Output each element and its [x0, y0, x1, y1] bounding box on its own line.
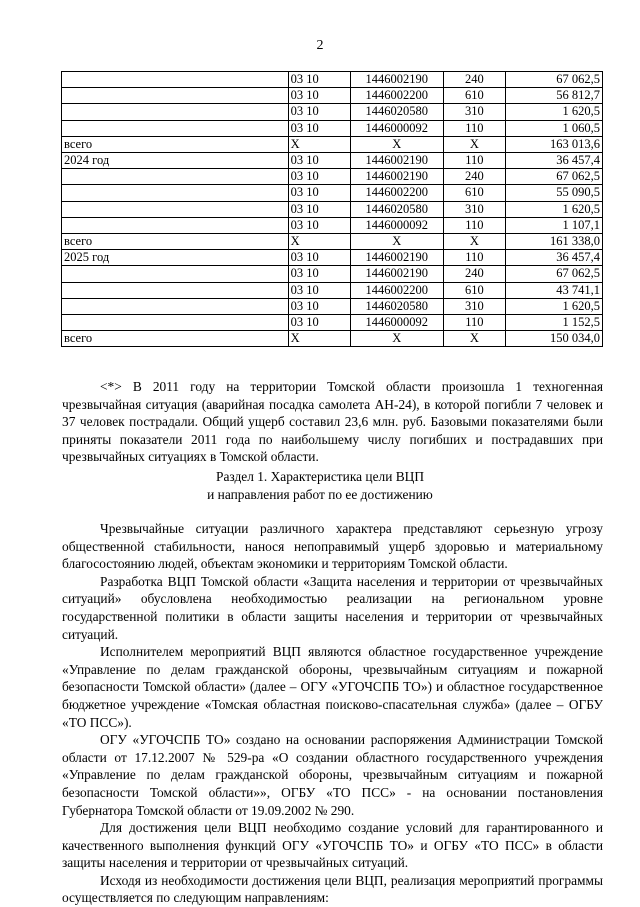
cell-amount: 1 060,5	[506, 120, 603, 136]
cell-expense-type: X	[443, 136, 505, 152]
cell-target-article: 1446020580	[350, 104, 443, 120]
cell-label: 2024 год	[62, 153, 289, 169]
cell-expense-type: 610	[443, 282, 505, 298]
cell-amount: 67 062,5	[506, 72, 603, 88]
cell-amount: 1 620,5	[506, 298, 603, 314]
paragraph-5: Для достижения цели ВЦП необходимо создание условий для гарантированного и качественного выполнения функций ОГУ «УГОЧСПБ ТО» и ОГБУ «ТО ПСС» в области защиты населения и территории от чрезвычайных ситуаций.	[62, 820, 603, 871]
cell-expense-type: 310	[443, 298, 505, 314]
cell-target-article: 1446002190	[350, 250, 443, 266]
section-title-line-1: Раздел 1. Характеристика цели ВЦП	[216, 469, 424, 484]
cell-label	[62, 169, 289, 185]
table-row	[62, 185, 603, 201]
cell-section-code: 03 10	[288, 88, 350, 104]
table-row	[62, 298, 603, 314]
cell-label	[62, 282, 289, 298]
cell-section-code: 03 10	[288, 72, 350, 88]
cell-section-code: X	[288, 331, 350, 347]
cell-section-code: 03 10	[288, 120, 350, 136]
cell-label: всего	[62, 331, 289, 347]
section-title-line-2: и направления работ по ее достижению	[207, 486, 433, 502]
cell-amount: 161 338,0	[506, 234, 603, 250]
cell-expense-type: 110	[443, 315, 505, 331]
cell-target-article: 1446000092	[350, 315, 443, 331]
footnote	[62, 378, 603, 466]
cell-section-code: 03 10	[288, 185, 350, 201]
cell-label: всего	[62, 234, 289, 250]
cell-label	[62, 266, 289, 282]
cell-expense-type: 240	[443, 266, 505, 282]
cell-label	[62, 315, 289, 331]
footnote-text: <*> В 2011 году на территории Томской области произошла 1 техногенная чрезвычайная ситуация (аварийная посадка самолета АН-24), в которой погибли 7 человек и 37 человек пострадали. Общий ущерб составил 23,6 млн. руб. Базовыми показателями были приняты показатели 2011 года по наибольшему числу погибших и пострадавших при чрезвычайных ситуациях в Томской области.	[62, 379, 603, 465]
cell-amount: 56 812,7	[506, 88, 603, 104]
cell-amount: 67 062,5	[506, 266, 603, 282]
cell-section-code: 03 10	[288, 217, 350, 233]
cell-expense-type: X	[443, 331, 505, 347]
body-text	[62, 520, 603, 907]
table-row	[62, 234, 603, 250]
cell-label	[62, 298, 289, 314]
table-row	[62, 136, 603, 152]
cell-amount: 55 090,5	[506, 185, 603, 201]
section-title	[0, 468, 640, 503]
cell-target-article: X	[350, 234, 443, 250]
cell-section-code: 03 10	[288, 104, 350, 120]
cell-label	[62, 185, 289, 201]
table-row	[62, 153, 603, 169]
cell-expense-type: 310	[443, 201, 505, 217]
cell-expense-type: 110	[443, 120, 505, 136]
cell-target-article: 1446002200	[350, 88, 443, 104]
cell-amount: 36 457,4	[506, 250, 603, 266]
cell-amount: 163 013,6	[506, 136, 603, 152]
cell-label: 2025 год	[62, 250, 289, 266]
cell-target-article: 1446002190	[350, 153, 443, 169]
table-row	[62, 72, 603, 88]
cell-expense-type: 110	[443, 250, 505, 266]
cell-expense-type: 240	[443, 169, 505, 185]
cell-amount: 150 034,0	[506, 331, 603, 347]
table-row	[62, 169, 603, 185]
cell-label	[62, 104, 289, 120]
cell-target-article: 1446002200	[350, 185, 443, 201]
cell-amount: 67 062,5	[506, 169, 603, 185]
cell-amount: 36 457,4	[506, 153, 603, 169]
cell-target-article: 1446002190	[350, 169, 443, 185]
cell-expense-type: X	[443, 234, 505, 250]
cell-label	[62, 120, 289, 136]
cell-section-code: 03 10	[288, 266, 350, 282]
cell-section-code: 03 10	[288, 298, 350, 314]
cell-expense-type: 110	[443, 217, 505, 233]
table-row	[62, 201, 603, 217]
cell-amount: 1 620,5	[506, 104, 603, 120]
cell-section-code: 03 10	[288, 201, 350, 217]
cell-label: всего	[62, 136, 289, 152]
table-row	[62, 217, 603, 233]
cell-target-article: X	[350, 136, 443, 152]
cell-section-code: X	[288, 136, 350, 152]
cell-target-article: X	[350, 331, 443, 347]
table-row	[62, 88, 603, 104]
budget-table-body	[62, 72, 603, 347]
page-number: 2	[316, 38, 324, 53]
table-row	[62, 266, 603, 282]
paragraph-2: Разработка ВЦП Томской области «Защита населения и территории от чрезвычайных ситуаций» обусловлена необходимостью реализации на региональном уровне государственной политики в области защиты населения и территории от чрезвычайных ситуаций.	[62, 573, 603, 642]
cell-target-article: 1446020580	[350, 201, 443, 217]
cell-expense-type: 610	[443, 185, 505, 201]
cell-label	[62, 201, 289, 217]
budget-table	[61, 71, 603, 347]
paragraph-3: Исполнителем мероприятий ВЦП являются областное государственное учреждение «Управление по делам гражданской обороны, чрезвычайным ситуациям и пожарной безопасности Томской области» (далее – ОГУ «УГОЧСПБ ТО») и областное государственное бюджетное учреждение «Томская областная поисково-спасательная служба» (далее – ОГБУ «ТО ПСС»).	[62, 644, 603, 730]
cell-label	[62, 72, 289, 88]
cell-amount: 1 152,5	[506, 315, 603, 331]
cell-amount: 1 620,5	[506, 201, 603, 217]
cell-amount: 43 741,1	[506, 282, 603, 298]
cell-section-code: X	[288, 234, 350, 250]
paragraph-1: Чрезвычайные ситуации различного характера представляют серьезную угрозу общественной стабильности, нанося непоправимый ущерб здоровью и материальному благосостоянию людей, объектам экономики и территориям Томской области.	[62, 521, 603, 572]
cell-expense-type: 310	[443, 104, 505, 120]
paragraph-4: ОГУ «УГОЧСПБ ТО» создано на основании распоряжения Администрации Томской области от 17.12.2007 № 529-ра «О создании областного государственного учреждения «Управление по делам гражданской обороны, чрезвычайным ситуациям и пожарной безопасности Томской области»», ОГБУ «ТО ПСС» - на основании постановления Губернатора Томской области от 19.09.2002 № 290.	[62, 732, 603, 818]
cell-target-article: 1446002190	[350, 72, 443, 88]
cell-expense-type: 110	[443, 153, 505, 169]
table-row	[62, 331, 603, 347]
paragraph-6: Исходя из необходимости достижения цели ВЦП, реализация мероприятий программы осуществляется по следующим направлениям:	[62, 872, 603, 906]
cell-expense-type: 240	[443, 72, 505, 88]
cell-section-code: 03 10	[288, 169, 350, 185]
table-row	[62, 282, 603, 298]
cell-target-article: 1446002200	[350, 282, 443, 298]
cell-target-article: 1446000092	[350, 120, 443, 136]
cell-label	[62, 217, 289, 233]
cell-target-article: 1446000092	[350, 217, 443, 233]
cell-section-code: 03 10	[288, 153, 350, 169]
cell-section-code: 03 10	[288, 315, 350, 331]
cell-target-article: 1446020580	[350, 298, 443, 314]
table-row	[62, 250, 603, 266]
table-row	[62, 104, 603, 120]
table-row	[62, 120, 603, 136]
table-row	[62, 315, 603, 331]
cell-expense-type: 610	[443, 88, 505, 104]
cell-section-code: 03 10	[288, 250, 350, 266]
cell-section-code: 03 10	[288, 282, 350, 298]
cell-target-article: 1446002190	[350, 266, 443, 282]
cell-amount: 1 107,1	[506, 217, 603, 233]
cell-label	[62, 88, 289, 104]
